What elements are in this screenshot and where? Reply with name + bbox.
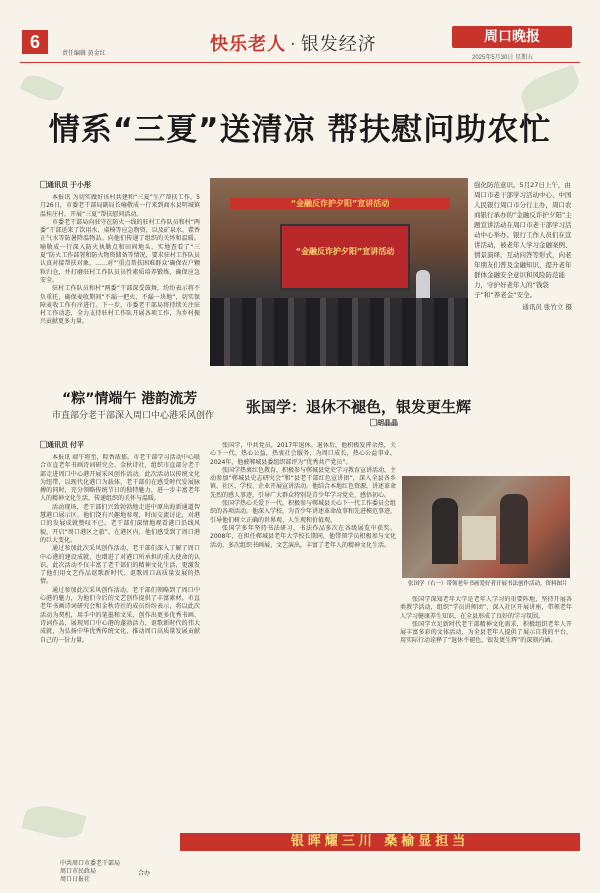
article2-deck: 市直部分老干部深入周口中心港采风创作 bbox=[52, 411, 215, 421]
photo-banner-text: “金融反诈护夕阳”宣讲活动 bbox=[230, 198, 450, 210]
dateline: 2025年5月30日 星期五 bbox=[472, 55, 534, 61]
paragraph: 张国学深知老年大学是老年人学习的重要阵地，坚持开展各类教学活动，组织“学员讲师团”，深入社区开展讲座，带领老年人学习健康养生知识，在全县形成了良好的学习氛围。 bbox=[400, 596, 572, 620]
article3-body-right bbox=[400, 596, 572, 828]
paragraph: 通过参加此次采风创作活动，老干部们领略到了周口中心港的魅力，为他们今后的文艺创作提供了丰富素材。市直老年书画诗词研究会和金秋诗社的成员纷纷表示，将以此次活动为契机，用手中的笔墨和文采，创作出更多优秀书画、诗词作品，展现周口中心港的蓬勃活力，讴歌新时代的伟大成就，为弘扬中华优秀传统文化、推动周口高质量发展贡献自己的一份力量。 bbox=[40, 586, 200, 644]
paragraph: 张国学立足新时代老干部精神文化需求，积极组织老年人开展丰富多彩的文体活动，为全县老年人提供了展示自我的平台，用实际行动诠释了“退休不褪色，银发更生辉”的深刻内涵。 bbox=[400, 620, 572, 645]
screen-text: “金融反诈护夕阳”宣讲活动 bbox=[295, 247, 395, 256]
paragraph: 张国学热衷红色教育，积极参与郸城县党史学习教育宣讲活动，主动参加“郸城县史志研究会”和“县老干部红色宣讲团”，深入全县各乡镇、社区、学校、企业开展宣讲活动。他结合本地红色资源，讲述革命先烈的感人事迹，引导广大群众特别是青少年学习党史、感悟初心。 bbox=[210, 466, 396, 499]
bottom-banner: 银晖耀三川 桑榆显担当 bbox=[180, 833, 580, 851]
leaf-decoration bbox=[20, 70, 65, 105]
paragraph: 本报讯 端午将至，粽香浓郁。市老干部学习活动中心联合市直老年书画诗词研究会、金秋诗社，组织市直部分老干部走进周口中心港开展采风创作活动。此次活动以传统文化为纽带，以现代化港口为载体，老干部们在感受时代发展脉搏的同时，充分领略传统节日的独特魅力，进一步丰富老年人的精神文化生活，传递组织的关怀与温暖。 bbox=[40, 454, 200, 503]
portrait-caption: 张国学（右一）带领老年书画爱好者开展书法创作活动。资料图片 bbox=[408, 581, 568, 587]
person-figure bbox=[432, 498, 458, 564]
article2-headline: “粽”情端午 港韵流芳 bbox=[62, 391, 198, 407]
column-title-main: 快乐老人 bbox=[210, 34, 286, 55]
page-number: 6 bbox=[22, 30, 48, 54]
column-title bbox=[210, 30, 377, 56]
photo-caption: 强化防范意识。5月27日上午，由周口市老干部学习活动中心、中国人民银行周口市分行主办，周口农商银行承办的“金融反诈护夕阳”主题宣讲活动在周口市老干部学习活动中心举办。银行工作人员们在宣讲活动，被老年人学习金融案例、情景演绎、互动问答等形式，向老年朋友们普及金融知识，提升老年群体金融安全意识和风险防范能力，守护好老年人的“钱袋子”和“养老金”安全。 通讯员 张竹立 摄 bbox=[474, 181, 572, 311]
article3-headline: 张国学：退休不褪色，银发更生辉 bbox=[246, 398, 472, 416]
paragraph: 通过参加此次采风创作活动，老干部们深入了解了周口中心港的建设成就，也增进了对港口所承担的重大使命的认识。此次活动不仅丰富了老干部们的精神文化生活，更激发了他们用文艺作品讴歌新时代、讴歌周口高质量发展的热情。 bbox=[40, 545, 200, 586]
event-photo bbox=[210, 178, 468, 366]
photo-credit: 通讯员 张竹立 摄 bbox=[522, 303, 572, 311]
column-title-sub: 银发经济 bbox=[300, 34, 377, 55]
paragraph: 驻村工作队员和村“两委”干部深受鼓舞，纷纷表示将不负重托，确保麦收期间“不漏一把火、不漏一块地”，切实保障麦收工作有序进行。下一步，市委老干部局将持续关注驻村工作动态，全力支持驻村工作队开展各项工作，为乡村振兴贡献更多力量。 bbox=[40, 285, 200, 326]
footer-joint: 合办 bbox=[138, 871, 151, 877]
footer-line: 周口日报社 bbox=[60, 877, 91, 883]
column-title-separator: · bbox=[290, 34, 297, 55]
article1-body bbox=[40, 194, 200, 372]
calligraphy-scroll bbox=[462, 516, 496, 560]
masthead-logo: 周口晚报 bbox=[452, 26, 572, 48]
footer-line: 中共周口市委老干部局 bbox=[60, 861, 121, 867]
article3-body-left bbox=[210, 442, 396, 828]
article3-byline: ▢胡晶晶 bbox=[370, 420, 398, 427]
paragraph: 活动现场，老干部们兴致勃勃地走进中原出海新通道智慧港口展示区，他们饶有兴趣地参观，时而交流讨论，对港口的发展成就赞叹不已。老干部们深情地观看港口沿线风貌，开启“周口港区之旅”。在港区内，他们感受到了周口港的巨大变化。 bbox=[40, 503, 200, 544]
person-figure bbox=[500, 494, 528, 564]
paragraph: 张国学多年坚持书法研习，书法作品多次在各级展览中获奖。2008年，在担任郸城县老年大学校长期间，他带领学员积极参与文化活动，多次组织书画展、文艺演出，丰富了老年人的精神文化生活。 bbox=[210, 524, 396, 549]
paragraph: 本报讯 为切实做好该村共建和“三夏”生产帮扶工作，5月26日，市委老干部局副局长喻敬成一行来到商水县明城镇温桂庄村，开展“三夏”帮扶慰问活动。 bbox=[40, 194, 200, 218]
paragraph: 张国学热心关爱下一代，积极参与郸城县关心下一代工作委员会组织的各项活动。他深入学校，为青少年讲述革命故事和先进模范事迹，引导他们树立正确的世界观、人生观和价值观。 bbox=[210, 500, 396, 524]
portrait-photo bbox=[402, 476, 570, 578]
article1-byline: ▢通讯员 于小彤 bbox=[40, 182, 91, 189]
audience bbox=[210, 298, 468, 366]
paragraph: 张国学，中共党员，2017年退休。退休后，他积极发挥余热，关心下一代，热心公益，热衷社会服务，为周口成长，热心公益事业，2024年，他被郸城县委组织部评为“优秀共产党员”。 bbox=[210, 442, 396, 466]
header-rule bbox=[20, 62, 580, 63]
article2-body bbox=[40, 454, 200, 822]
footer-organizers bbox=[60, 860, 120, 884]
editor-line: 责任编辑 黄金红 bbox=[62, 51, 106, 57]
paragraph: 市委老干部局向驻守在防火一线的驻村工作队员和村“两委”干部送来了饮用水、桌椅等应急物资，以及矿泉水、藿香正气水等防暑降温物品。向他们传递了组织的关怀和温暖。喻敬成一行深入防火执勤点和田间地头，实地查看了“三夏”防火工作部署和防火物资储备等情况，要求驻村工作队员认真对接帮扶对象，……对“‘重点帮扶困难群众’确保农户颗粒归仓，并打磨驻村工作队员员性素质培养锻炼，确保应急安全。 bbox=[40, 218, 200, 284]
projection-screen bbox=[280, 224, 410, 290]
page-headline: 情系“三夏”送清凉 帮扶慰问助农忙 bbox=[48, 112, 552, 148]
article2-byline: ▢通讯员 付平 bbox=[40, 442, 84, 449]
footer-line: 周口市民政局 bbox=[60, 869, 97, 875]
